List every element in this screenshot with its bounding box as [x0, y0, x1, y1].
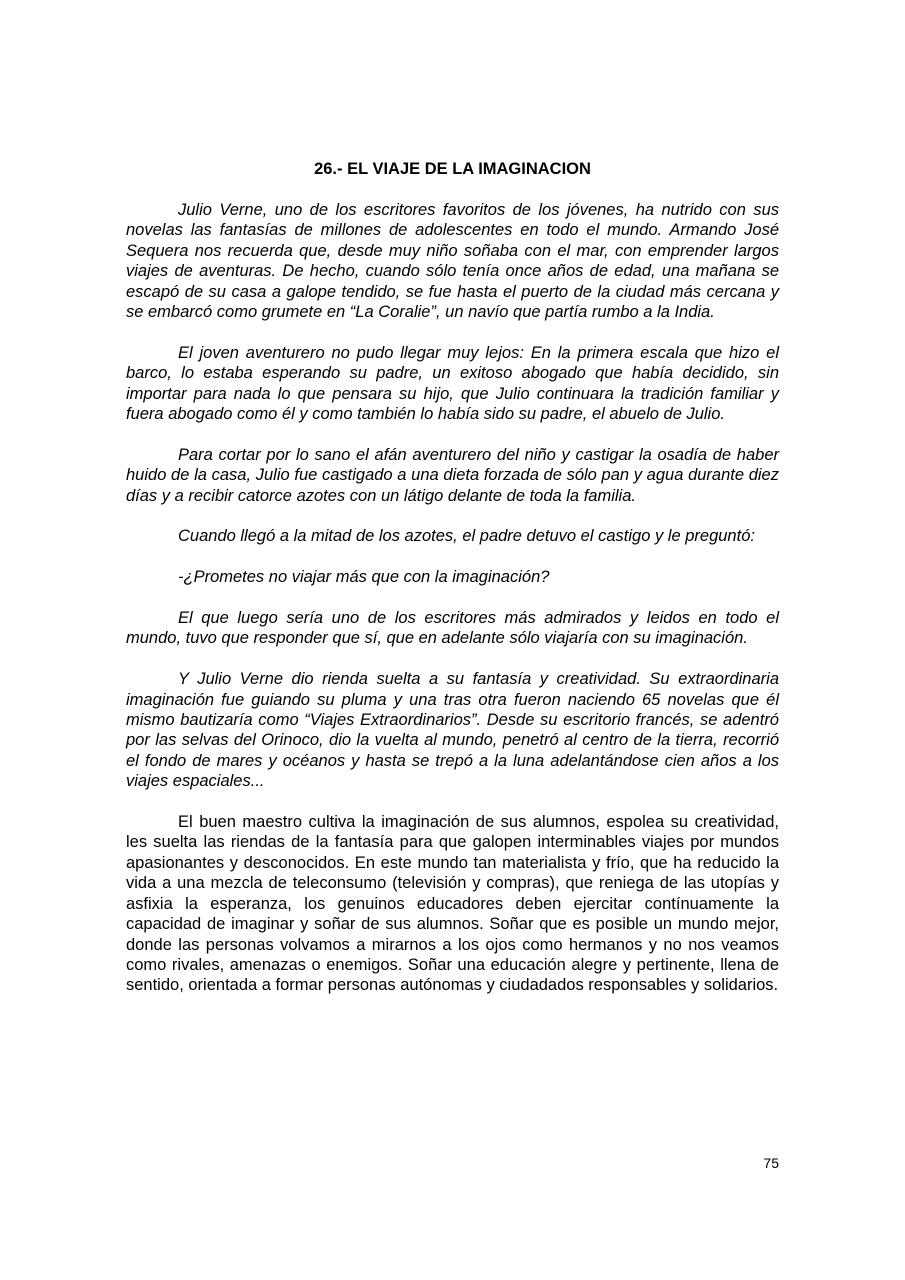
paragraph-teacher-reflection: El buen maestro cultiva la imaginación de sus alumnos, espolea su creatividad, les suelta las riendas de la fantasía para que galopen interminables viajes por mundos apasionantes y desconocidos. En este mundo tan materialista y frío, que ha reducido la vida a una mezcla de teleconsumo (televisión y compras), que reniega de las utopías y asfixia la esperanza, los genuinos educadores deben ejercitar contínuamente la capacidad de imaginar y soñar de sus alumnos. Soñar que es posible un mundo mejor, donde las personas volvamos a mirarnos a los ojos como hermanos y no nos veamos como rivales, amenazas o enemigos. Soñar una educación alegre y pertinente, llena de sentido, orientada a formar personas autónomas y ciudadados responsables y solidarios.: [126, 813, 779, 995]
paragraph-verne-intro: Julio Verne, uno de los escritores favoritos de los jóvenes, ha nutrido con sus novelas las fantasías de millones de adolescentes en todo el mundo. Armando José Sequera nos recuerda que, desde muy niño soñaba con el mar, con emprender largos viajes de aventuras. De hecho, cuando sólo tenía once años de edad, una mañana se escapó de su casa a galope tendido, se fue hasta el puerto de la ciudad más cercana y se embarcó como grumete en “La Coralie”, un navío que partía rumbo a la India.: [126, 201, 779, 322]
paragraph-extraordinary-voyages: Y Julio Verne dio rienda suelta a su fantasía y creatividad. Su extraordinaria imaginación fue guiando su pluma y una tras otra fueron naciendo 65 novelas que él mismo bautizaría como “Viajes Extraordinarios”. Desde su escritorio francés, se adentró por las selvas del Orinoco, dio la vuelta al mundo, penetró al centro de la tierra, recorrió el fondo de mares y océanos y hasta se trepó a la luna adelantándose cien años a los viajes espaciales...: [126, 670, 779, 791]
page-number: 75: [763, 1155, 779, 1171]
paragraph-punishment: Para cortar por lo sano el afán aventurero del niño y castigar la osadía de haber huido de la casa, Julio fue castigado a una dieta forzada de sólo pan y agua durante diez días y a recibir catorce azotes con un látigo delante de toda la familia.: [126, 445, 779, 505]
paragraph-dialogue: -¿Prometes no viajar más que con la imaginación?: [178, 568, 550, 587]
page-title: 26.- EL VIAJE DE LA IMAGINACION: [314, 160, 591, 178]
paragraph-father-question: Cuando llegó a la mitad de los azotes, el padre detuvo el castigo y le preguntó:: [178, 527, 755, 546]
paragraph-father-waiting: El joven aventurero no pudo llegar muy lejos: En la primera escala que hizo el barco, lo estaba esperando su padre, un exitoso abogado que había decidido, sin importar para nada lo que pensara su hijo, que Julio continuara la tradición familiar y fuera abogado como él y como también lo había sido su padre, el abuelo de Julio.: [126, 343, 779, 424]
document-page: [126, 158, 779, 1016]
paragraph-answer: El que luego sería uno de los escritores más admirados y leidos en todo el mundo, tuvo que responder que sí, que en adelante sólo viajaría con su imaginación.: [126, 609, 779, 648]
